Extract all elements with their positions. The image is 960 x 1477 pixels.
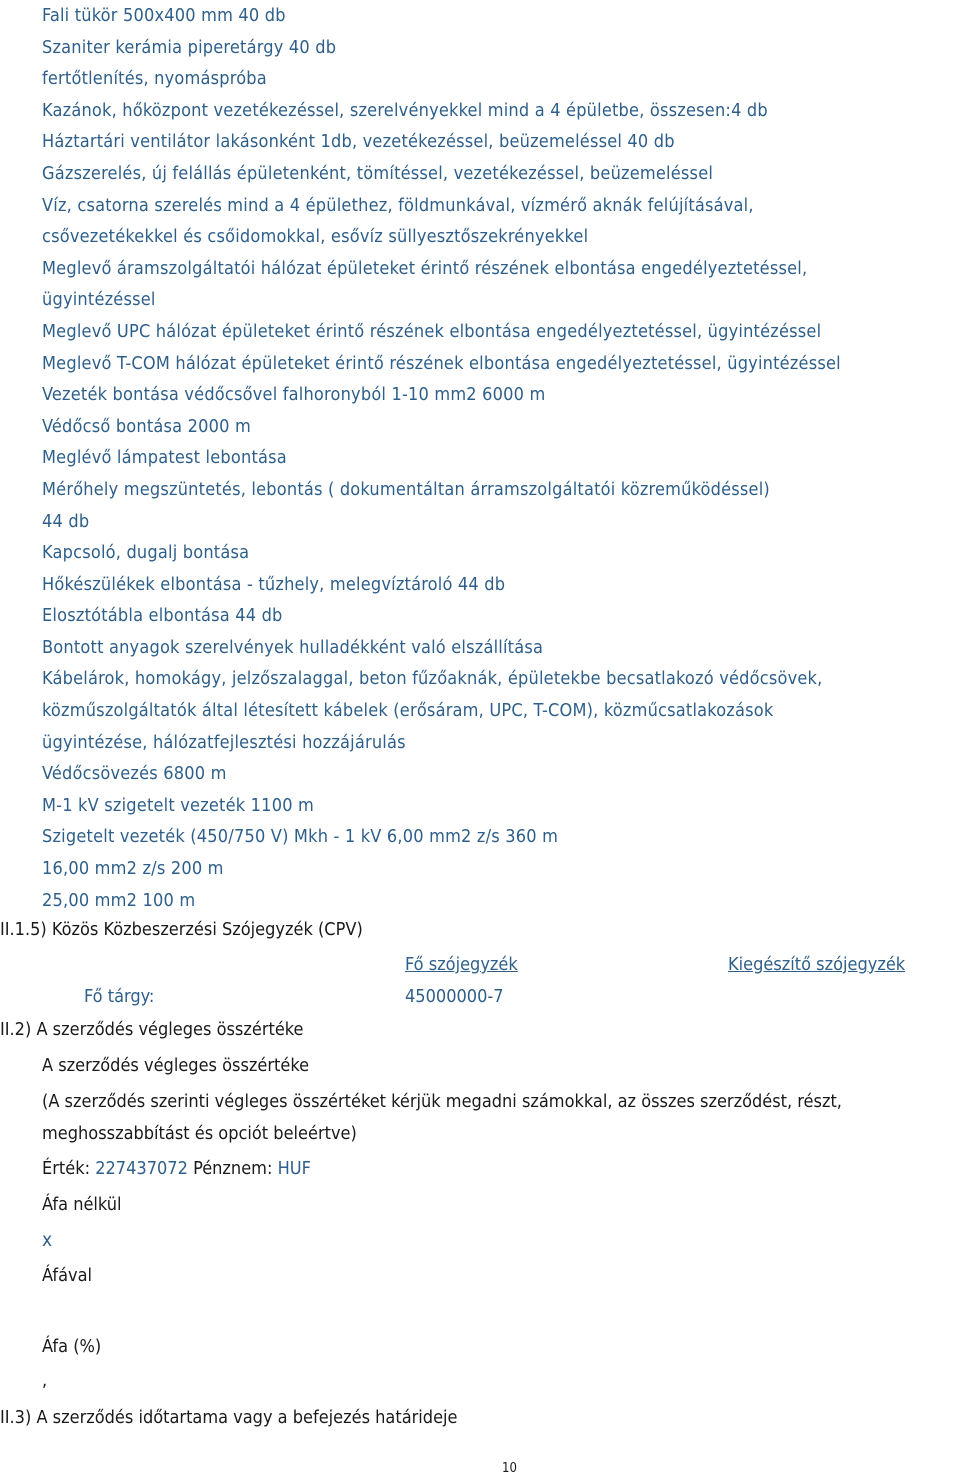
value-label: Érték: (42, 1158, 91, 1179)
list-item: Gázszerelés, új felállás épületenként, tömítéssel, vezetékezéssel, beüzemeléssel (42, 162, 714, 184)
list-item: Elosztótábla elbontása 44 db (42, 605, 283, 627)
list-item: Kazánok, hőközpont vezetékezéssel, szerelvényekkel mind a 4 épületbe, összesen:4 db (42, 99, 768, 121)
currency-label: Pénznem: (193, 1158, 273, 1179)
vat-percent-value: , (42, 1370, 48, 1391)
list-item: Háztartári ventilátor lakásonként 1db, vezetékezéssel, beüzemeléssel 40 db (42, 131, 675, 153)
list-item: Kábelárok, homokágy, jelzőszalaggal, beton fűzőaknák, épületekbe becsatlakozó védőcsövek, (42, 668, 823, 690)
section-heading-contract-value: II.2) A szerződés végleges összértéke (0, 1019, 304, 1040)
cpv-main-vocabulary-link[interactable]: Fő szójegyzék (405, 954, 518, 975)
vat-percent-label: Áfa (%) (42, 1336, 102, 1357)
list-item: közműszolgáltatók által létesített kábelek (erősáram, UPC, T-COM), közműcsatlakozások (42, 700, 774, 722)
with-vat-label: Áfával (42, 1265, 93, 1286)
page-number: 10 (502, 1461, 517, 1476)
contract-value-row (42, 1158, 311, 1179)
list-item: Védőcsövezés 6800 m (42, 763, 227, 785)
list-item: ügyintézése, hálózatfejlesztési hozzájárulás (42, 731, 406, 753)
list-item: Meglévő lámpatest lebontása (42, 447, 287, 469)
list-item: 44 db (42, 510, 90, 532)
list-item: fertőtlenítés, nyomáspróba (42, 68, 267, 90)
list-item: Kapcsoló, dugalj bontása (42, 542, 250, 564)
list-item: Védőcső bontása 2000 m (42, 415, 251, 437)
contract-value-subheading: A szerződés végleges összértéke (42, 1055, 310, 1076)
list-item: Szaniter kerámia piperetárgy 40 db (42, 36, 337, 58)
no-vat-label: Áfa nélkül (42, 1194, 122, 1215)
list-item: csővezetékekkel és csőidomokkal, esővíz süllyesztőszekrényekkel (42, 226, 589, 248)
cpv-main-object-code: 45000000-7 (405, 986, 504, 1007)
contract-value-note-line1: (A szerződés szerinti végleges összértéket kérjük megadni számokkal, az összes szerződést, részt, (42, 1091, 842, 1112)
value-amount: 227437072 (95, 1158, 188, 1179)
list-item: Hőkészülékek elbontása - tűzhely, melegvíztároló 44 db (42, 573, 506, 595)
section-heading-duration: II.3) A szerződés időtartama vagy a befejezés határideje (0, 1407, 458, 1428)
contract-value-note-line2: meghosszabbítást és opciót beleértve) (42, 1123, 357, 1144)
cpv-supplementary-vocabulary-link[interactable]: Kiegészítő szójegyzék (728, 954, 906, 975)
work-items-list (42, 0, 942, 916)
list-item: M-1 kV szigetelt vezeték 1100 m (42, 794, 315, 816)
list-item: Fali tükör 500x400 mm 40 db (42, 5, 286, 26)
list-item: Vezeték bontása védőcsővel falhoronyból 1-10 mm2 6000 m (42, 384, 546, 406)
list-item: 25,00 mm2 100 m (42, 889, 196, 911)
list-item: ügyintézéssel (42, 289, 156, 311)
no-vat-selected-mark: x (42, 1229, 53, 1251)
list-item: Meglevő T-COM hálózat épületeket érintő részének elbontása engedélyeztetéssel, ügyintézéssel (42, 352, 841, 374)
list-item: Szigetelt vezeték (450/750 V) Mkh - 1 kV 6,00 mm2 z/s 360 m (42, 826, 559, 848)
list-item: Víz, csatorna szerelés mind a 4 épülethez, földmunkával, vízmérő aknák felújításával, (42, 194, 754, 216)
cpv-heading: II.1.5) Közös Közbeszerzési Szójegyzék (CPV) (0, 919, 363, 940)
list-item: Meglevő áramszolgáltatói hálózat épületeket érintő részének elbontása engedélyeztetéssel, (42, 257, 808, 279)
list-item: Mérőhely megszüntetés, lebontás ( dokumentáltan árramszolgáltatói közreműködéssel) (42, 478, 770, 500)
cpv-main-object-label: Fő tárgy: (84, 986, 155, 1007)
currency-value: HUF (277, 1158, 311, 1179)
list-item: 16,00 mm2 z/s 200 m (42, 858, 224, 880)
list-item: Bontott anyagok szerelvények hulladékként való elszállítása (42, 636, 544, 658)
list-item: Meglevő UPC hálózat épületeket érintő részének elbontása engedélyeztetéssel, ügyintézéssel (42, 320, 822, 342)
